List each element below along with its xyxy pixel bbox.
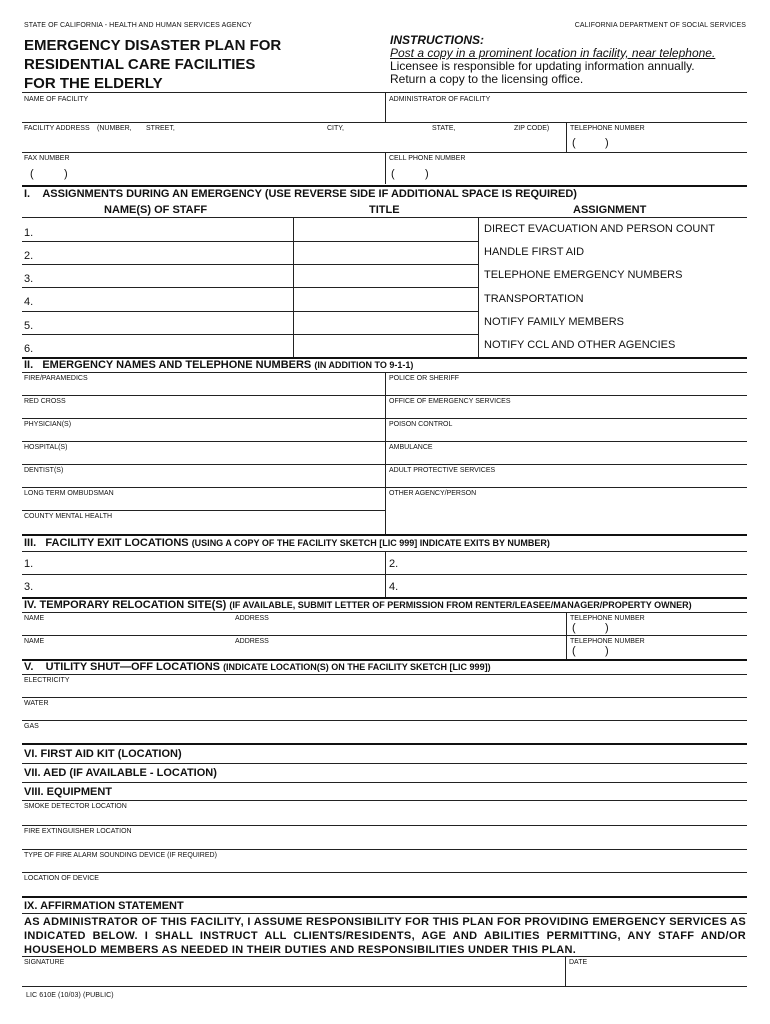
- county-mental-health-field[interactable]: COUNTY MENTAL HEALTH: [24, 513, 113, 520]
- hospital-field[interactable]: HOSPITAL(S): [24, 444, 68, 451]
- section-5-heading: V. UTILITY SHUT—OFF LOCATIONS (INDICATE LOCATION(S) ON THE FACILITY SKETCH [LIC 999]): [24, 661, 491, 673]
- exit-4-field[interactable]: 4.: [389, 581, 399, 593]
- exit-1-field[interactable]: 1.: [24, 558, 34, 570]
- ombudsman-field[interactable]: LONG TERM OMBUDSMAN: [24, 490, 114, 497]
- ambulance-field[interactable]: AMBULANCE: [389, 444, 433, 451]
- device-location-field[interactable]: LOCATION OF DEVICE: [24, 875, 99, 882]
- cell-phone-field[interactable]: CELL PHONE NUMBER: [389, 155, 466, 162]
- staff-row-5[interactable]: 5.: [24, 320, 34, 332]
- water-field[interactable]: WATER: [24, 700, 49, 707]
- fire-paramedics-field[interactable]: FIRE/PARAMEDICS: [24, 375, 88, 382]
- telephone-field[interactable]: TELEPHONE NUMBER: [570, 125, 645, 132]
- staff-row-3[interactable]: 3.: [24, 273, 34, 285]
- section-9-heading: IX. AFFIRMATION STATEMENT: [24, 900, 184, 912]
- staff-row-2[interactable]: 2.: [24, 250, 34, 262]
- col-title-header: TITLE: [369, 204, 400, 216]
- staff-row-4[interactable]: 4.: [24, 296, 34, 308]
- department-header: CALIFORNIA DEPARTMENT OF SOCIAL SERVICES: [574, 22, 746, 29]
- smoke-detector-field[interactable]: SMOKE DETECTOR LOCATION: [24, 803, 127, 810]
- other-agency-field[interactable]: OTHER AGENCY/PERSON: [389, 490, 477, 497]
- aed-field[interactable]: VII. AED (IF AVAILABLE - LOCATION): [24, 767, 217, 779]
- oes-field[interactable]: OFFICE OF EMERGENCY SERVICES: [389, 398, 511, 405]
- assignment-2: HANDLE FIRST AID: [484, 246, 585, 258]
- poison-control-field[interactable]: POISON CONTROL: [389, 421, 453, 428]
- assignment-1: DIRECT EVACUATION AND PERSON COUNT: [484, 223, 716, 235]
- col-staff-header: NAME(S) OF STAFF: [104, 204, 208, 216]
- instructions: INSTRUCTIONS: Post a copy in a prominent location in facility, near telephone. Licensee is responsible for updating information annually. Return a copy to the licensing office.: [390, 33, 716, 86]
- col-assignment-header: ASSIGNMENT: [573, 204, 647, 216]
- exit-3-field[interactable]: 3.: [24, 581, 34, 593]
- facility-address-field[interactable]: FACILITY ADDRESS: [24, 125, 90, 132]
- agency-header: STATE OF CALIFORNIA - HEALTH AND HUMAN SERVICES AGENCY: [24, 22, 252, 29]
- assignment-3: TELEPHONE EMERGENCY NUMBERS: [484, 269, 683, 281]
- electricity-field[interactable]: ELECTRICITY: [24, 677, 70, 684]
- assignment-6: NOTIFY CCL AND OTHER AGENCIES: [484, 339, 676, 351]
- red-cross-field[interactable]: RED CROSS: [24, 398, 66, 405]
- section-8-heading: VIII. EQUIPMENT: [24, 786, 113, 798]
- relocation-address-2[interactable]: ADDRESS: [235, 638, 269, 645]
- relocation-phone-1[interactable]: TELEPHONE NUMBER: [570, 615, 645, 622]
- police-sheriff-field[interactable]: POLICE OR SHERIFF: [389, 375, 460, 382]
- fire-alarm-type-field[interactable]: TYPE OF FIRE ALARM SOUNDING DEVICE (IF REQUIRED): [24, 852, 217, 859]
- section-3-heading: III. FACILITY EXIT LOCATIONS (USING A COPY OF THE FACILITY SKETCH [LIC 999] INDICATE EXITS BY NUMBER): [24, 537, 550, 549]
- first-aid-kit-field[interactable]: VI. FIRST AID KIT (LOCATION): [24, 748, 182, 760]
- relocation-phone-2[interactable]: TELEPHONE NUMBER: [570, 638, 645, 645]
- section-4-heading: IV. TEMPORARY RELOCATION SITE(S) (IF AVAILABLE, SUBMIT LETTER OF PERMISSION FROM RENTER/LEASEE/MANAGER/PROPERTY OWNER): [24, 599, 692, 611]
- exit-2-field[interactable]: 2.: [389, 558, 399, 570]
- assignment-4: TRANSPORTATION: [484, 293, 584, 305]
- section-2-heading: II. EMERGENCY NAMES AND TELEPHONE NUMBERS (IN ADDITION TO 9-1-1): [24, 359, 414, 371]
- date-field[interactable]: DATE: [569, 959, 588, 966]
- section-1-heading: I. ASSIGNMENTS DURING AN EMERGENCY (USE REVERSE SIDE IF ADDITIONAL SPACE IS REQUIRED): [24, 188, 577, 200]
- gas-field[interactable]: GAS: [24, 723, 39, 730]
- physician-field[interactable]: PHYSICIAN(S): [24, 421, 72, 428]
- signature-field[interactable]: SIGNATURE: [24, 959, 65, 966]
- staff-row-6[interactable]: 6.: [24, 343, 34, 355]
- facility-name-field[interactable]: NAME OF FACILITY: [24, 96, 89, 103]
- affirmation-statement: AS ADMINISTRATOR OF THIS FACILITY, I ASSUME RESPONSIBILITY FOR THIS PLAN FOR PROVIDING EMERGENCY SERVICES AS INDICATED BELOW. I SHALL INSTRUCT ALL CLIENTS/RESIDENTS, AGE AND ABILITIES PERMITTING, ANY STAFF AND/OR HOUSEHOLD MEMBERS AS NEEDED IN THEIR DUTIES AND RESPONSIBILITIES UNDER THIS PLAN.: [24, 916, 746, 956]
- dentist-field[interactable]: DENTIST(S): [24, 467, 64, 474]
- relocation-name-1[interactable]: NAME: [24, 615, 45, 622]
- adult-protective-field[interactable]: ADULT PROTECTIVE SERVICES: [389, 467, 496, 474]
- relocation-name-2[interactable]: NAME: [24, 638, 45, 645]
- relocation-address-1[interactable]: ADDRESS: [235, 615, 269, 622]
- form-title: EMERGENCY DISASTER PLAN FOR RESIDENTIAL CARE FACILITIES FOR THE ELDERLY: [24, 37, 282, 92]
- form-id: LIC 610E (10/03) (PUBLIC): [26, 992, 114, 999]
- fire-extinguisher-field[interactable]: FIRE EXTINGUISHER LOCATION: [24, 828, 132, 835]
- assignment-5: NOTIFY FAMILY MEMBERS: [484, 316, 624, 328]
- administrator-field[interactable]: ADMINISTRATOR OF FACILITY: [389, 96, 491, 103]
- fax-field[interactable]: FAX NUMBER: [24, 155, 70, 162]
- staff-row-1[interactable]: 1.: [24, 227, 34, 239]
